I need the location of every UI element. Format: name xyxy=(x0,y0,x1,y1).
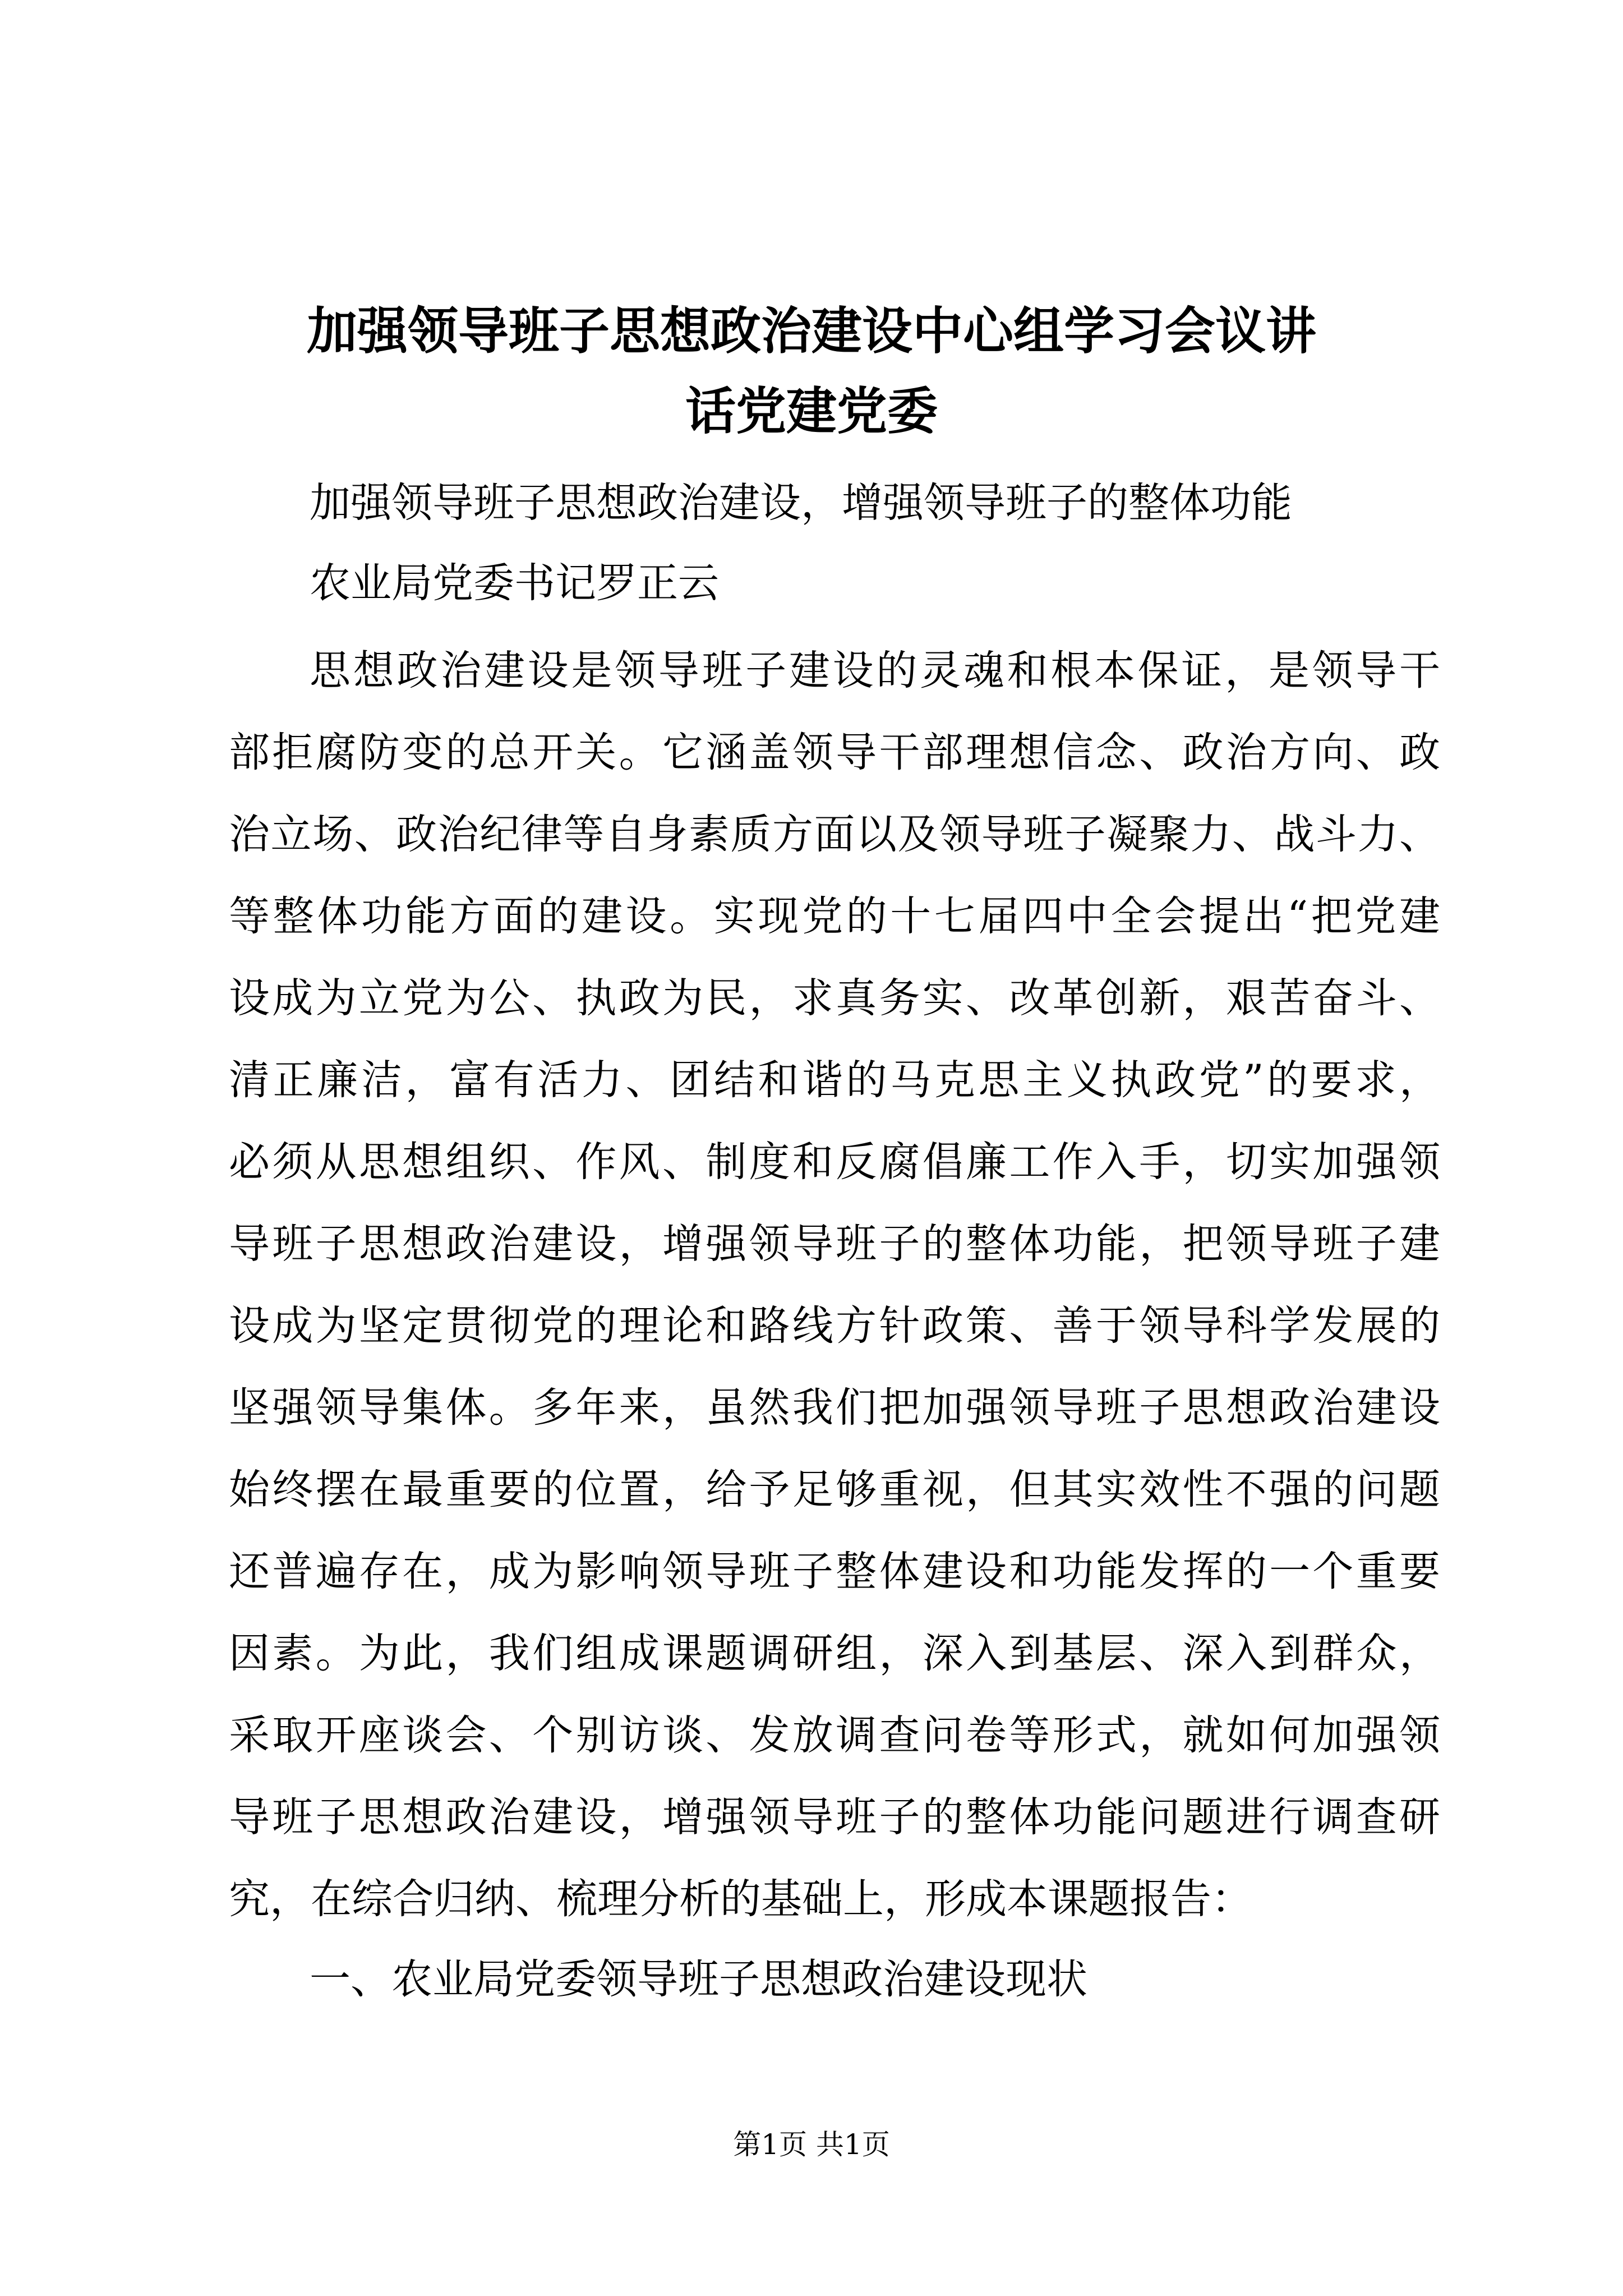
body-line: 设成为立党为公、执政为民，求真务实、改革创新，艰苦奋斗、 xyxy=(229,974,1440,1022)
body-line: 还普遍存在，成为影响领导班子整体建设和功能发挥的一个重要 xyxy=(229,1548,1440,1595)
body-line: 治立场、政治纪律等自身素质方面以及领导班子凝聚力、战斗力、 xyxy=(229,811,1440,858)
section-heading: 一、农业局党委领导班子思想政治建设现状 xyxy=(310,1955,1087,2003)
document-author: 农业局党委书记罗正云 xyxy=(310,559,719,607)
body-line: 必须从思想组织、作风、制度和反腐倡廉工作入手，切实加强领 xyxy=(229,1138,1440,1186)
body-line: 部拒腐防变的总开关。它涵盖领导干部理想信念、政治方向、政 xyxy=(229,729,1440,776)
body-line: 始终摆在最重要的位置，给予足够重视，但其实效性不强的问题 xyxy=(229,1466,1440,1513)
body-line: 导班子思想政治建设，增强领导班子的整体功能问题进行调查研 xyxy=(229,1793,1440,1841)
page-number-footer: 第1页 共1页 xyxy=(733,2128,890,2161)
document-title-line-2: 话党建党委 xyxy=(685,382,938,441)
body-line: 采取开座谈会、个别访谈、发放调查问卷等形式，就如何加强领 xyxy=(229,1711,1440,1759)
body-line: 因素。为此，我们组成课题调研组，深入到基层、深入到群众， xyxy=(229,1630,1440,1677)
body-line: 思想政治建设是领导班子建设的灵魂和根本保证，是领导干 xyxy=(310,647,1440,694)
body-line: 清正廉洁，富有活力、团结和谐的马克思主义执政党”的要求， xyxy=(229,1056,1440,1104)
body-line: 等整体功能方面的建设。实现党的十七届四中全会提出“把党建 xyxy=(229,892,1440,940)
body-line: 导班子思想政治建设，增强领导班子的整体功能，把领导班子建 xyxy=(229,1220,1440,1268)
document-title-line-1: 加强领导班子思想政治建设中心组学习会议讲 xyxy=(307,302,1316,361)
body-line: 设成为坚定贯彻党的理论和路线方针政策、善于领导科学发展的 xyxy=(229,1302,1440,1350)
document-subtitle: 加强领导班子思想政治建设，增强领导班子的整体功能 xyxy=(310,479,1292,527)
body-line: 究，在综合归纳、梳理分析的基础上，形成本课题报告： xyxy=(229,1875,1252,1923)
body-line: 坚强领导集体。多年来，虽然我们把加强领导班子思想政治建设 xyxy=(229,1384,1440,1432)
